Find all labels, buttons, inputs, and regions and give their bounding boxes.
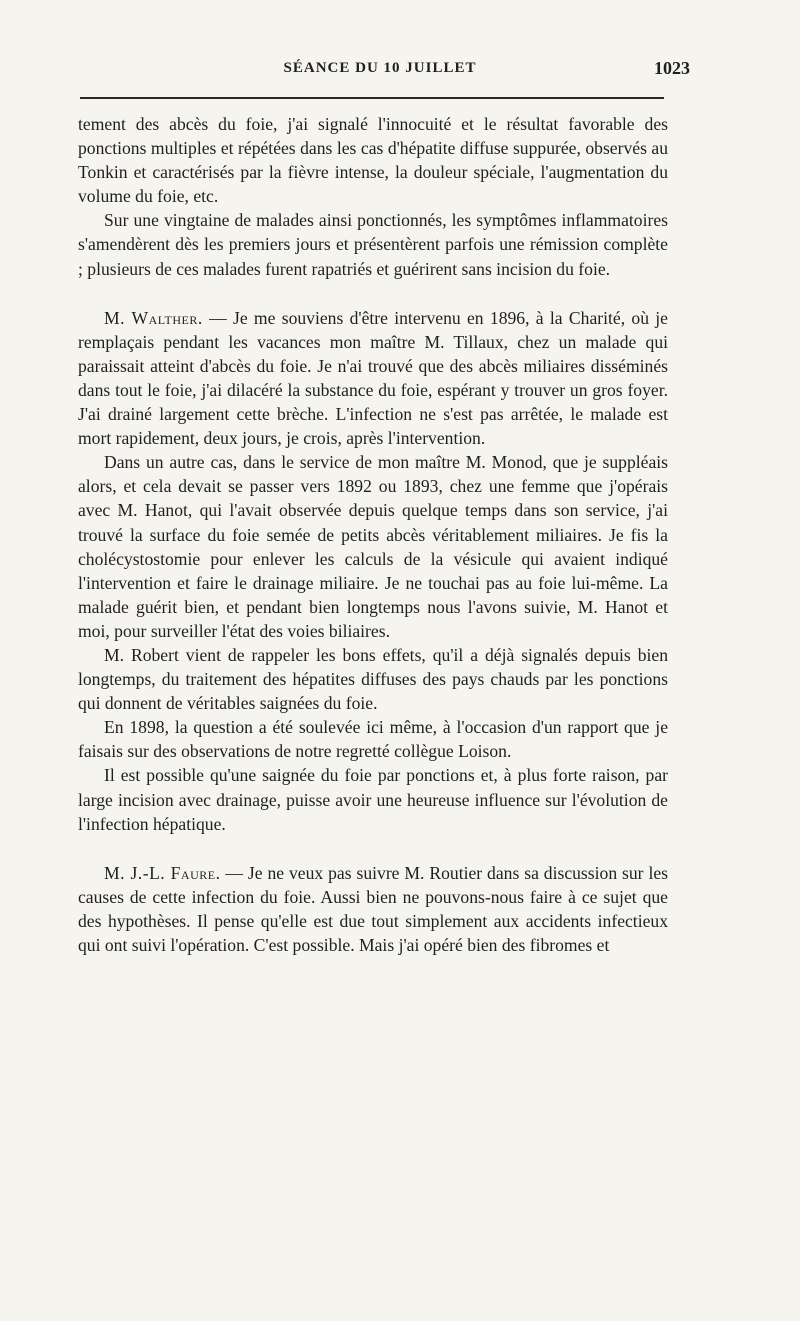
header-title: SÉANCE DU 10 JUILLET [283, 60, 477, 76]
paragraph-text: — Je me souviens d'être intervenu en 1896, à la Charité, où je remplaçais pendant les vacances mon maître M. Tillaux, chez un malade qui paraissait atteint d'abcès du foie. Je n'ai trouvé que des abcès miliaires disséminés dans tout le foie, j'ai dilacéré la substance du foie, espérant y trouver un gros foyer. J'ai drainé largement cette brèche. L'infection ne s'est pas arrêtée, le malade est mort rapidement, deux jours, je crois, après l'intervention. [78, 307, 668, 449]
paragraph: Sur une vingtaine de malades ainsi ponctionnés, les symptômes inflammatoires s'amendèrent dès les premiers jours et présentèrent parfois une rémission complète ; plusieurs de ces malades furent rapatriés et guérirent sans incision du foie. [78, 210, 668, 279]
speaker-name: M. Walther. [104, 307, 203, 328]
paragraph: Dans un autre cas, dans le service de mon maître M. Monod, que je suppléais alors, et cela devait se passer vers 1892 ou 1893, chez une femme que j'opérais avec M. Hanot, qui l'avait observée depuis quelque temps dans son service, j'ai trouvé la surface du foie semée de petits abcès véritablement miliaires. Je fis la cholécystostomie pour enlever les calculs de la vésicule qui avaient indiqué l'intervention et faire le drainage miliaire. Je ne touchai pas au foie lui-même. La malade guérit bien, et pendant bien longtemps nous l'avons suivie, M. Hanot et moi, pour surveiller l'état des voies biliaires. [78, 452, 668, 641]
paragraph-text: — Je ne veux pas suivre M. Routier dans sa discussion sur les causes de cette infection du foie. Aussi bien ne pouvons-nous faire à ce sujet que des hypothèses. Il pense qu'elle est due tout simplement aux accidents infectieux qui ont suivi l'opération. C'est possible. Mais j'ai opéré bien des fibromes et [78, 862, 668, 955]
page-number: 1023 [654, 58, 690, 78]
header-rule [80, 97, 664, 99]
paragraph-walther-intro [78, 306, 668, 451]
paragraph-faure-intro [78, 861, 668, 957]
paragraph: M. Robert vient de rappeler les bons effets, qu'il a déjà signalés depuis bien longtemps, du traitement des hépatites diffuses des pays chauds par les ponctions qui donnent de véritables saignées du foie. [78, 644, 668, 714]
speaker-name: M. J.-L. Faure. [104, 862, 221, 883]
paragraph-continuation: tement des abcès du foie, j'ai signalé l'innocuité et le résultat favorable des ponctions multiples et répétées dans les cas d'hépatite diffuse suppurée, observés au Tonkin et caractérisés par la fièvre intense, la douleur spéciale, l'augmentation du volume du foie, etc. [78, 114, 668, 207]
running-header [80, 58, 690, 84]
paragraph: En 1898, la question a été soulevée ici même, à l'occasion d'un rapport que je faisais sur des observations de notre regretté collègue Loison. [78, 717, 668, 762]
paragraph: Il est possible qu'une saignée du foie par ponctions et, à plus forte raison, par large incision avec drainage, puisse avoir une heureuse influence sur l'évolution de l'infection hépatique. [78, 765, 668, 834]
body-text [78, 112, 668, 957]
